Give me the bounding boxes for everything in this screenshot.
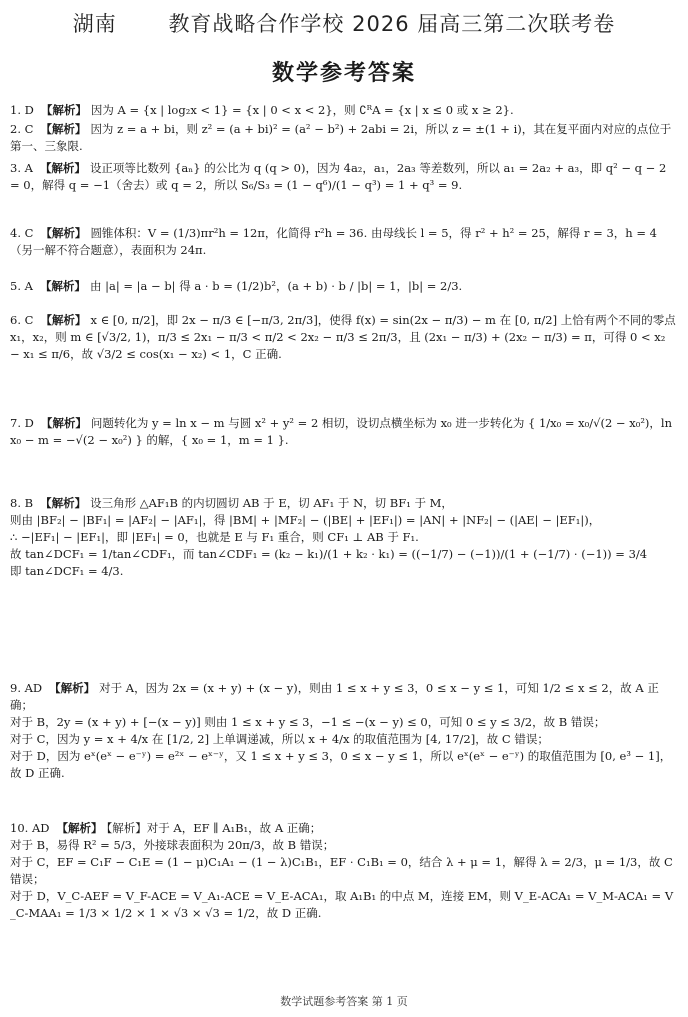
answer-number: 5. A: [10, 279, 33, 293]
answer-text: 对于 C，因为 y = x + 4/x 在 [1/2, 2] 上单调递减，所以 x + 4/x 的取值范围为 [4, 17/2]，故 C 错误；: [10, 732, 549, 746]
answer-text: 则由 |BF₂| − |BF₁| = |AF₂| − |AF₁|，得 |BM| + |MF₂| − (|BE| + |EF₁|) = |AN| + |NF₂| − (|AE| − |EF₁|)，: [10, 513, 601, 527]
answer-text: 对于 D，因为 eˣ(eˣ − e⁻ʸ) = e²ˣ − eˣ⁻ʸ，又 1 ≤ x + y ≤ 3，0 ≤ x − y ≤ 1，所以 eˣ(eˣ − e⁻ʸ) 的取值范围为 [0, e³ − 1]，故 D 正确.: [10, 749, 672, 780]
analysis-tag: 【解析】: [56, 821, 103, 835]
analysis-tag: 【解析】: [39, 161, 86, 175]
answer-text: 对于 B，2y = (x + y) + [−(x − y)] 则由 1 ≤ x + y ≤ 3，−1 ≤ −(x − y) ≤ 0，可知 0 ≤ y ≤ 3/2，故 B 错误；: [10, 715, 606, 729]
analysis-tag: 【解析】: [39, 279, 86, 293]
analysis-tag: 【解析】: [40, 226, 87, 240]
answer-number: 1. D: [10, 103, 34, 117]
answer-text: 因为 A = {x | log₂x < 1} = {x | 0 < x < 2}，则 ∁ᴿA = {x | x ≤ 0 或 x ≥ 2}.: [90, 103, 514, 117]
answer-item: [10, 121, 678, 157]
answer-number: 8. B: [10, 496, 34, 510]
answer-text: 问题转化为 y = ln x − m 与圆 x² + y² = 2 相切，设切点横坐标为 x₀ 进一步转化为 { 1/x₀ = x₀/√(2 − x₀²)，ln x₀ − m = −√(2 − x₀²) } 的解，{ x₀ = 1，m = 1 }.: [10, 416, 673, 447]
answer-text: 对于 A，因为 2x = (x + y) + (x − y)，则由 1 ≤ x + y ≤ 3，0 ≤ x − y ≤ 1，可知 1/2 ≤ x ≤ 2，故 A 正确；: [10, 681, 659, 712]
answer-number: 9. AD: [10, 681, 43, 695]
answer-text: 【解析】对于 A，EF ∥ A₁B₁，故 A 正确；: [106, 821, 322, 835]
analysis-tag: 【解析】: [40, 416, 87, 430]
page-footer: 数学试题参考答案 第 1 页: [280, 995, 408, 1008]
header-region: 湖南: [72, 12, 117, 36]
answer-text: x ∈ [0, π/2]，即 2x − π/3 ∈ [−π/3, 2π/3]，使得 f(x) = sin(2x − π/3) − m 在 [0, π/2] 上恰有两个不同的零点 x₁，x₂，则 m ∈ [√3/2, 1)，π/3 ≤ 2x₁ − π/3 < π/2 < 2x₂ − π/3 ≤ 2π/3，且 (2x₁ − π/3) + (2x₂ − π/3) = π，可得 0 < x₂ − x₁ ≤ π/6，故 √3/2 ≤ cos(x₁ − x₂) < 1，C 正确.: [10, 313, 676, 361]
answer-text: 对于 D，V_C-AEF = V_F-ACE = V_A₁-ACE = V_E-ACA₁，取 A₁B₁ 的中点 M，连接 EM，则 V_E-ACA₁ = V_M-ACA₁ = V_C-MAA₁ = 1/3 × 1/2 × 1 × √3 × √3 = 1/2，故 D 正确.: [10, 889, 674, 920]
answer-text: 对于 B，易得 R² = 5/3，外接球表面积为 20π/3，故 B 错误；: [10, 838, 335, 852]
answer-item: [10, 312, 678, 407]
answer-text: 由 |a| = |a − b| 得 a · b = (1/2)b²，(a + b) · b / |b| = 1，|b| = 2/3.: [89, 279, 463, 293]
document-title: 数学参考答案: [271, 61, 416, 86]
answer-text: 故 tan∠DCF₁ = 1/tan∠CDF₁，而 tan∠CDF₁ = (k₂ − k₁)/(1 + k₂ · k₁) = ((−1/7) − (−1))/(1 + (−1/7) · (−1)) = 3/4: [10, 547, 648, 561]
answer-text: 设三角形 △AF₁B 的内切圆切 AB 于 E，切 AF₁ 于 N，切 BF₁ 于 M，: [90, 496, 453, 510]
answer-number: 6. C: [10, 313, 34, 327]
answer-text: ∴ −|EF₁| − |EF₁|，即 |EF₁| = 0，也就是 E 与 F₁ 重合，则 CF₁ ⊥ AB 于 F₁.: [10, 530, 419, 544]
answer-text: 即 tan∠DCF₁ = 4/3.: [10, 564, 124, 578]
answer-item: [10, 225, 678, 275]
analysis-tag: 【解析】: [40, 313, 87, 327]
answer-item: [10, 820, 678, 970]
analysis-tag: 【解析】: [49, 681, 96, 695]
analysis-tag: 【解析】: [40, 496, 87, 510]
answer-number: 7. D: [10, 416, 34, 430]
answer-item: [10, 278, 678, 308]
answer-number: 3. A: [10, 161, 33, 175]
exam-header: [0, 8, 688, 38]
answer-item: [10, 680, 678, 815]
header-exam-title: 教育战略合作学校 2026 届高三第二次联考卷: [168, 12, 616, 36]
answer-text: 对于 C，EF = C₁F − C₁E = (1 − μ)C₁A₁ − (1 − λ)C₁B₁，EF · C₁B₁ = 0，结合 λ + μ = 1，解得 λ = 2/3，μ = 1/3，故 C 错误；: [10, 855, 673, 886]
answer-number: 2. C: [10, 122, 34, 136]
answer-number: 4. C: [10, 226, 34, 240]
answer-text: 因为 z = a + bi，则 z² = (a + bi)² = (a² − b²) + 2abi = 2i，所以 z = ±(1 + i)，其在复平面内对应的点位于第一、三象限.: [10, 122, 672, 153]
answer-text: 设正项等比数列 {aₙ} 的公比为 q (q > 0)，因为 4a₂，a₁，2a₃ 等差数列，所以 a₁ = 2a₂ + a₃，即 q² − q − 2 = 0，解得 q = −1（舍去）或 q = 2，所以 S₆/S₃ = (1 − q⁶)/(1 − q³) = 1 + q³ = 9.: [10, 161, 667, 192]
answer-number: 10. AD: [10, 821, 50, 835]
answer-item: [10, 415, 678, 490]
answer-item: [10, 160, 678, 222]
answer-item: [10, 102, 678, 120]
analysis-tag: 【解析】: [40, 122, 87, 136]
analysis-tag: 【解析】: [40, 103, 87, 117]
answer-item: [10, 495, 678, 675]
answer-text: 圆锥体积：V = (1/3)πr²h = 12π，化简得 r²h = 36. 由母线长 l = 5，得 r² + h² = 25，解得 r = 3，h = 4（另一解不符合题意），表面积为 24π.: [10, 226, 657, 257]
